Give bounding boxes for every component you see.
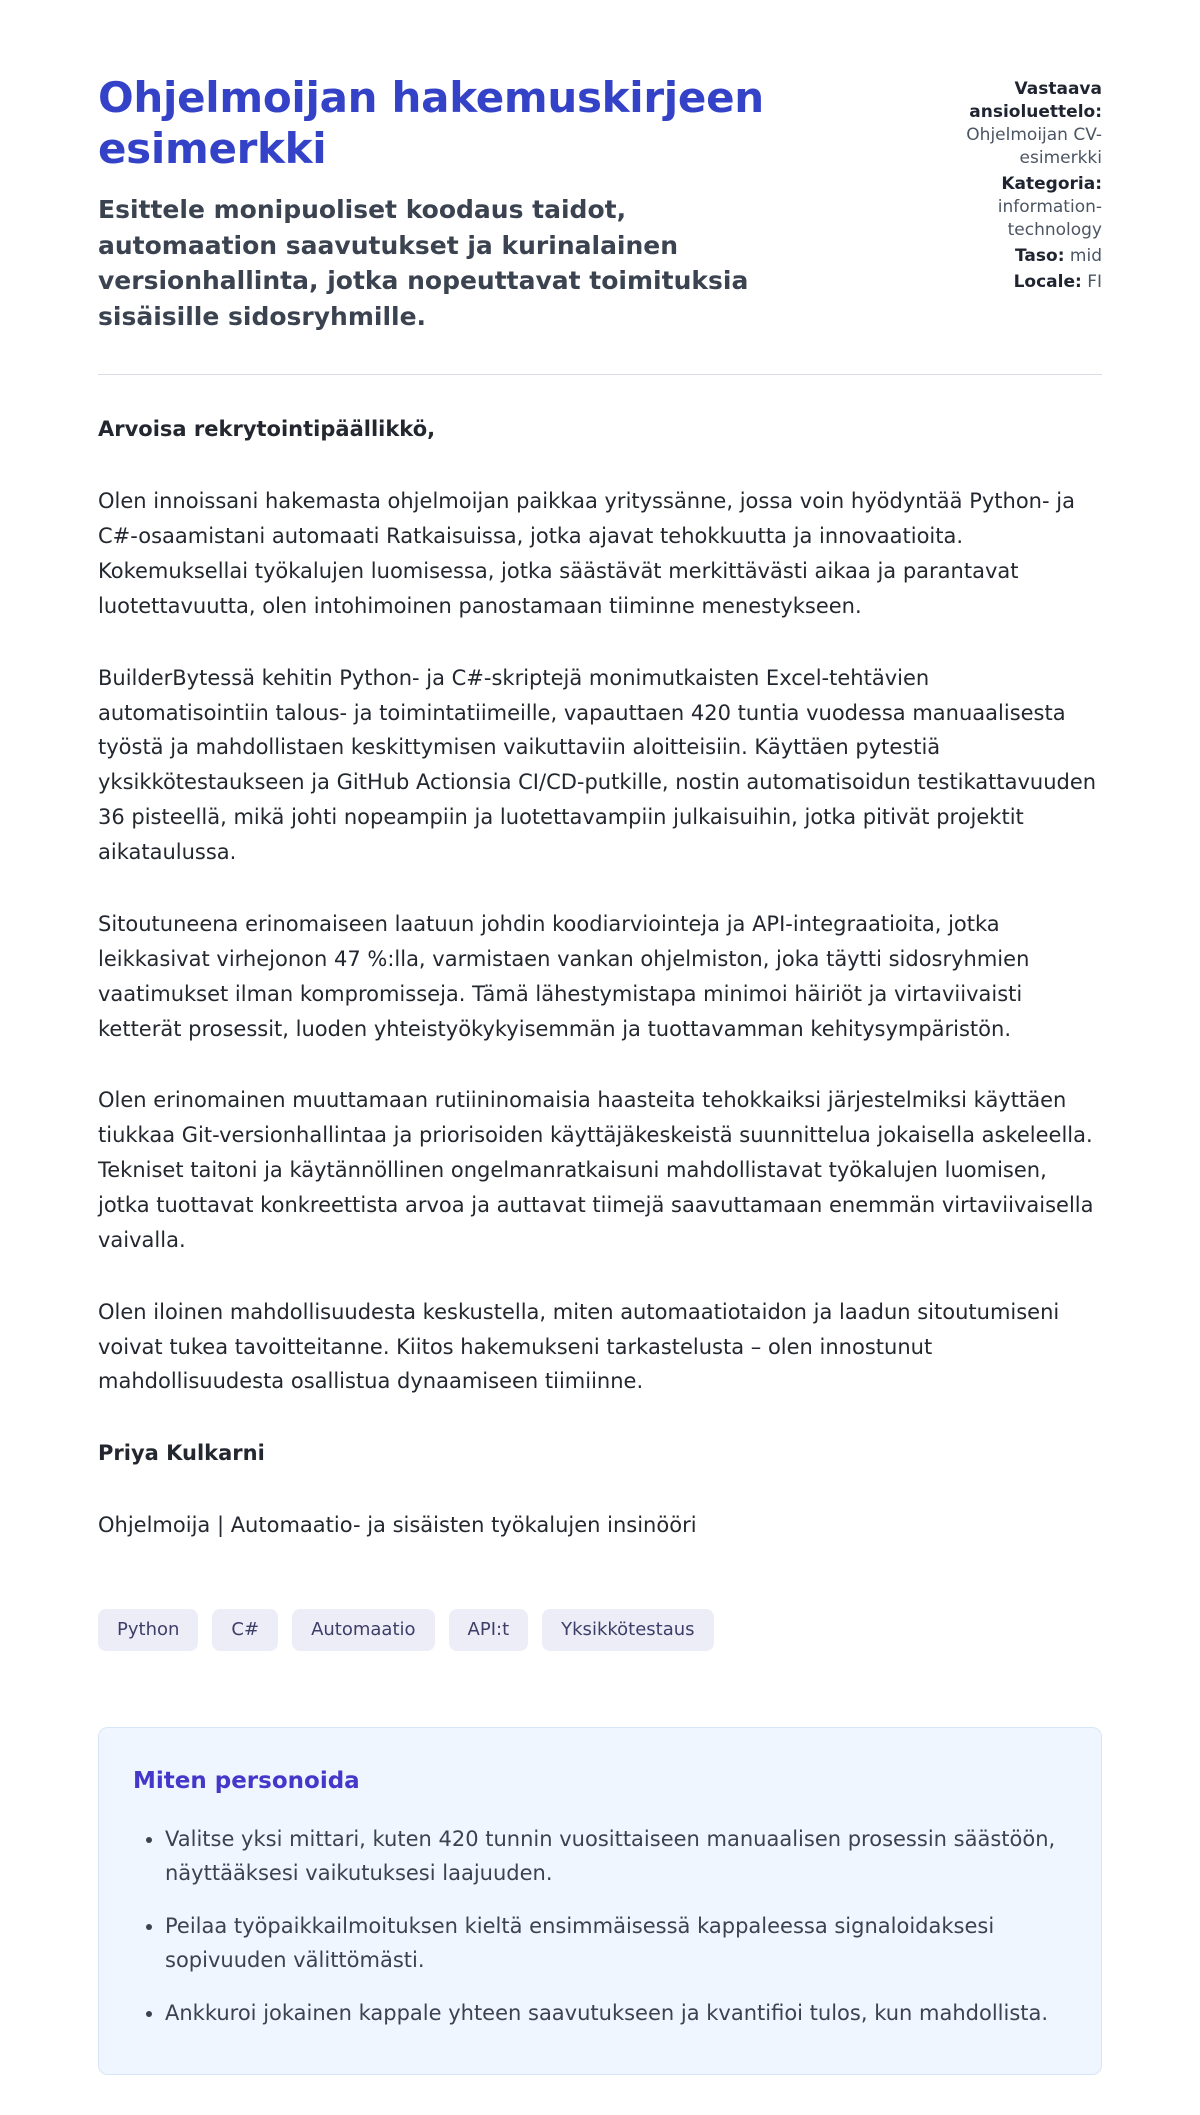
meta-label: Vastaava ansioluettelo: [969, 79, 1102, 122]
meta-value: information-technology [997, 196, 1102, 240]
header-divider [98, 374, 1102, 375]
header-main [98, 72, 803, 334]
content-container [98, 0, 1102, 2115]
signature-role: Ohjelmoija | Automaatio- ja sisäisten työkalujen insinööri [98, 1513, 697, 1538]
skill-tag-list [98, 1609, 1102, 1651]
meta-row-matching-resume [924, 78, 1102, 170]
letter-greeting: Arvoisa rekrytointipäällikkö, [98, 417, 436, 442]
meta-value: Ohjelmoijan CV-esimerkki [966, 124, 1102, 168]
meta-row-category [924, 173, 1102, 242]
meta-value: FI [1087, 271, 1102, 292]
personalization-tips-callout [98, 1727, 1102, 2075]
header [98, 72, 1102, 334]
tip-item: • Peilaa työpaikkailmoituksen kieltä ensimmäisessä kappaleessa signaloidaksesi sopivuuden välittömästi. [165, 1909, 1067, 1977]
letter-body [98, 412, 1102, 1542]
skill-tag: C# [212, 1609, 278, 1651]
meta-label: Locale: [1013, 271, 1082, 292]
skill-tag: Automaatio [292, 1609, 434, 1651]
letter-paragraph: Sitoutuneena erinomaiseen laatuun johdin koodiarviointeja ja API-integraatioita, jotka leikkasivat virhejonon 47 %:lla, varmistaen vankan ohjelmiston, joka täytti sidosryhmien vaatimukset ilman kompromisseja. Tämä lähestymistapa minimoi häiriöt ja virtaviivaisti ketterät prosessit, luoden yhteistyökykyisemmän ja tuottavamman kehitysympäristön. [98, 911, 1030, 1041]
meta-label: Taso: [1015, 245, 1065, 266]
letter-paragraph: BuilderBytessä kehitin Python- ja C#-skriptejä monimutkaisten Excel-tehtävien automatisointiin talous- ja toimintatiimeille, vapauttaen 420 tuntia vuodessa manuaalisesta työstä ja mahdollistaen keskittymisen vaikuttaviin aloitteisiin. Käyttäen pytestiä yksikkötestaukseen ja GitHub Actionsia CI/CD-putkille, nostin automatisoidun testikattavuuden 36 pisteellä, mikä johti nopeampiin ja luotettavampiin julkaisuihin, jotka pitivät projektit aikataulussa. [98, 665, 1097, 865]
tips-list [133, 1822, 1067, 2030]
letter-paragraph: Olen innoissani hakemasta ohjelmoijan paikkaa yrityssänne, jossa voin hyödyntää Python- ja C#-osaamistani automaati Ratkaisuissa, jotka ajavat tehokkuutta ja innovaatioita. Kokemuksellai työkalujen luomisessa, jotka säästävät merkittävästi aikaa ja parantavat luotettavuutta, olen intohimoinen panostamaan tiiminne menestykseen. [98, 489, 1075, 618]
skill-tag: Yksikkötestaus [542, 1609, 713, 1651]
meta-row-locale [924, 271, 1102, 294]
meta-panel [924, 72, 1102, 296]
skill-tag: API:t [449, 1609, 529, 1651]
meta-value: mid [1069, 245, 1102, 266]
letter-paragraph: Olen erinomainen muuttamaan rutiininomaisia haasteita tehokkaiksi järjestelmiksi käyttäen tiukkaa Git-versionhallintaa ja priorisoiden käyttäjäkeskeistä suunnittelua jokaisella askeleella. Tekniset taitoni ja käytännöllinen ongelmanratkaisuni mahdollistavat työkalujen luomisen, jotka tuottavat konkreettista arvoa ja auttavat tiimejä saavuttamaan enemmän virtaviivaisella vaivalla. [98, 1088, 1094, 1252]
letter-paragraph: Olen iloinen mahdollisuudesta keskustella, miten automaatiotaidon ja laadun sitoutumiseni voivat tukea tavoitteitanne. Kiitos hakemukseni tarkastelusta – olen innostunut mahdollisuudesta osallistua dynaamiseen tiimiinne. [98, 1299, 1060, 1394]
meta-label: Kategoria: [1001, 173, 1102, 194]
page-title: Ohjelmoijan hakemuskirjeen esimerkki [98, 73, 764, 174]
signature-name: Priya Kulkarni [98, 1441, 265, 1466]
tips-title: Miten personoida [133, 1767, 360, 1794]
meta-row-level [924, 245, 1102, 268]
tip-item: • Valitse yksi mittari, kuten 420 tunnin vuosittaiseen manuaalisen prosessin säästöön, näyttääksesi vaikutuksesi laajuuden. [165, 1822, 1067, 1890]
tip-item: • Ankkuroi jokainen kappale yhteen saavutukseen ja kvantifioi tulos, kun mahdollista. [165, 1996, 1067, 2030]
page-subtitle: Esittele monipuoliset koodaus taidot, automaation saavutukset ja kurinalainen versionhallinta, jotka nopeuttavat toimituksia sisäisille sidosryhmille. [98, 195, 749, 331]
skill-tag: Python [98, 1609, 198, 1651]
